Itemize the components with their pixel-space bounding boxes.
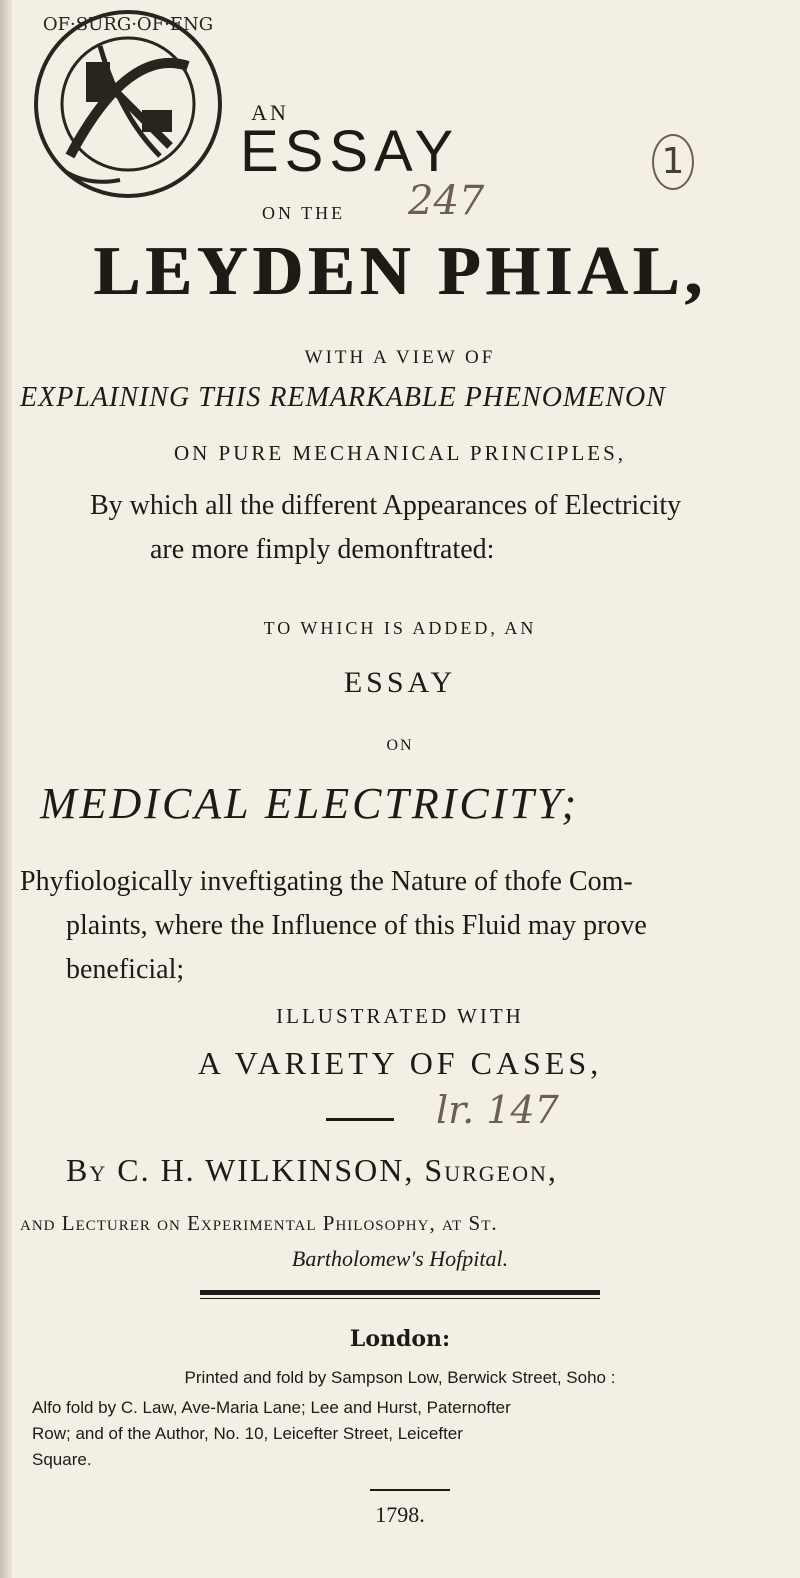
handwritten-note-2: lr. 147: [436, 1088, 559, 1132]
library-stamp-icon: [30, 6, 226, 202]
author-line: By C. H. WILKINSON, Surgeon,: [66, 1152, 558, 1188]
handwritten-note-1: 247: [408, 178, 485, 224]
volume-mark: 1: [652, 134, 694, 190]
heading-essay: ESSAY: [240, 119, 460, 184]
subtitle-principles: ON PURE MECHANICAL PRINCIPLES,: [173, 441, 627, 465]
title-medical-electricity: MEDICAL ELECTRICITY;: [40, 779, 580, 828]
to-which-added: TO WHICH IS ADDED, AN: [263, 618, 537, 638]
short-rule: [370, 1489, 450, 1491]
imprint-printed: Printed and fold by Sampson Low, Berwick Street, Soho :: [184, 1368, 616, 1387]
heading-on: ON: [386, 737, 414, 754]
medical-description-line-2: plaints, where the Influence of this Fluid may prove: [66, 910, 647, 941]
variety-of-cases: A VARIETY OF CASES,: [197, 1045, 603, 1081]
thin-rule: [200, 1298, 600, 1299]
imprint-year: 1798.: [375, 1502, 425, 1527]
thick-rule: [200, 1290, 600, 1295]
description-line-2: are more fimply demonftrated:: [150, 534, 495, 565]
subtitle-explaining: EXPLAINING THIS REMARKABLE PHENOMENON: [20, 382, 666, 413]
description-line-1: By which all the different Appearances of Electricity: [90, 490, 682, 521]
medical-description-line-3: beneficial;: [66, 954, 185, 985]
imprint-also-line-3: Square.: [32, 1450, 92, 1469]
medical-description-line-1: Phyfiologically inveftigating the Nature of thofe Com-: [20, 866, 633, 897]
stamp-ring-text: OF·SURG·OF·ENG: [42, 14, 214, 35]
imprint-also-line-1: Alfo fold by C. Law, Ave-Maria Lane; Lee and Hurst, Paternofter: [32, 1398, 511, 1417]
imprint-also-line-2: Row; and of the Author, No. 10, Leicefter Street, Leicefter: [32, 1424, 463, 1443]
hospital-line: Bartholomew's Hofpital.: [291, 1246, 509, 1271]
heading-essay-2: ESSAY: [343, 666, 457, 699]
title-leyden-phial: LEYDEN PHIAL,: [93, 233, 707, 310]
lecturer-line: and Lecturer on Experimental Philosophy, at St.: [20, 1211, 498, 1235]
subtitle-with-view: WITH A VIEW OF: [304, 347, 496, 368]
imprint-city: London:: [349, 1326, 451, 1352]
ornamental-dash: [326, 1118, 394, 1121]
illustrated-with: ILLUSTRATED WITH: [276, 1004, 524, 1028]
heading-an: AN: [251, 100, 289, 125]
heading-on-the: ON THE: [262, 203, 346, 223]
